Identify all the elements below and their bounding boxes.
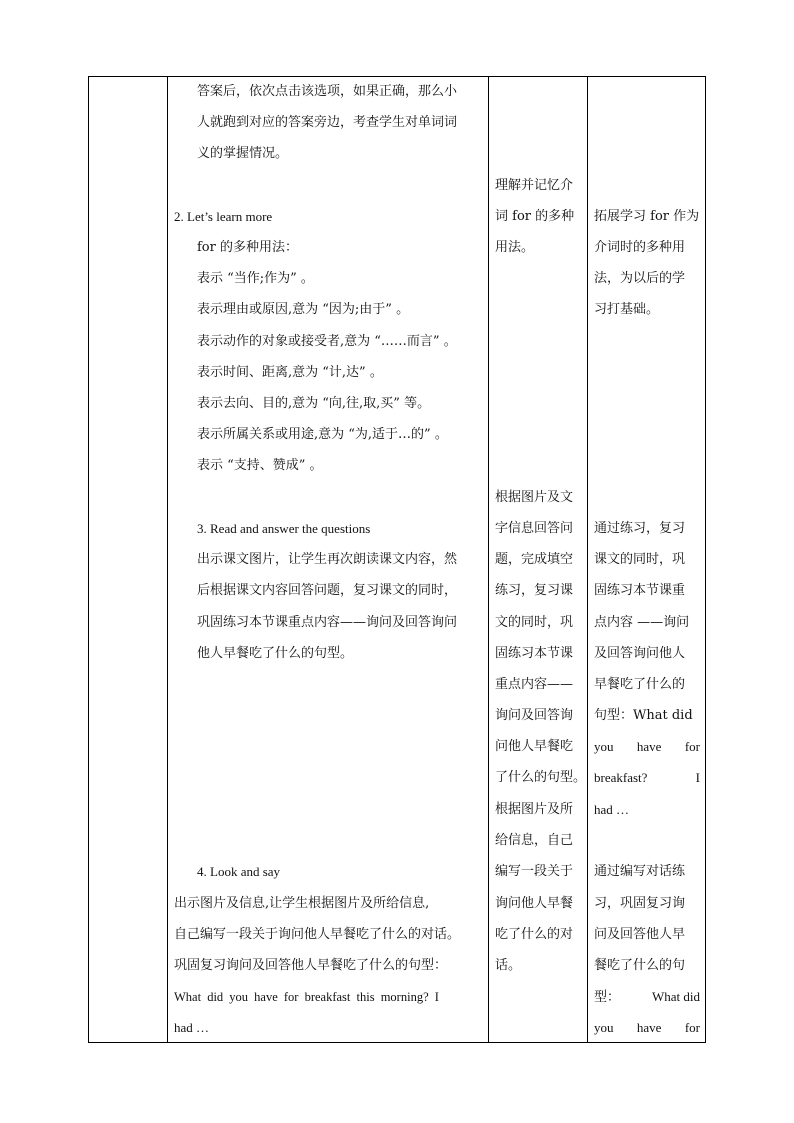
word: What did <box>651 989 700 1004</box>
column-divider <box>167 76 168 1043</box>
student-line: 根据图片及所 <box>495 802 574 817</box>
word: have <box>636 739 662 754</box>
purpose-line: 及回答询问他人 <box>594 646 686 661</box>
step2-line: 表示动作的对象或接受者,意为 “……而言” 。 <box>197 334 457 349</box>
purpose-line: had … <box>594 802 630 817</box>
step2-line: 表示去向、目的,意为 “向,往,取,买” 等。 <box>197 396 431 411</box>
word: you <box>594 1020 614 1035</box>
word: for <box>684 739 700 754</box>
intro-line: 答案后，依次点击该选项，如果正确，那么小 <box>197 84 458 99</box>
step2-heading: 2. Let’s learn more <box>174 209 273 224</box>
intro-line: 人就跑到对应的答案旁边，考查学生对单词词 <box>197 115 458 130</box>
purpose-line: 早餐吃了什么的 <box>594 677 686 692</box>
purpose-justified-line <box>594 738 700 756</box>
column-divider <box>587 76 588 1043</box>
step3-line: 他人早餐吃了什么的句型。 <box>197 646 354 661</box>
purpose-line: 法，为以后的学 <box>594 271 686 286</box>
intro-line: 义的掌握情况。 <box>197 146 289 161</box>
student-line: 吃了什么的对 <box>495 927 574 942</box>
step2-line: 表示理由或原因,意为 “因为;由于” 。 <box>197 302 410 317</box>
step4-heading: 4. Look and say <box>197 864 281 879</box>
word: for <box>684 1020 700 1035</box>
purpose-line: 习，巩固复习询 <box>594 896 686 911</box>
student-line: 理解并记忆介 <box>495 178 574 193</box>
purpose-justified-line <box>594 988 700 1006</box>
purpose-line: 介词时的多种用 <box>594 240 686 255</box>
purpose-line: 固练习本节课重 <box>594 583 686 598</box>
step2-line: 表示时间、距离,意为 “计,达” 。 <box>197 365 383 380</box>
purpose-line: 问及回答他人早 <box>594 927 686 942</box>
student-line: 询问及回答询 <box>495 708 574 723</box>
step3-line: 后根据课文内容回答问题，复习课文的同时， <box>197 583 458 598</box>
student-line: 根据图片及文 <box>495 490 574 505</box>
step4-line: had … <box>174 1020 210 1035</box>
purpose-line: 句型：What did <box>594 708 693 723</box>
word: you <box>594 739 614 754</box>
step3-line: 出示课文图片，让学生再次朗读课文内容，然 <box>197 552 458 567</box>
purpose-justified-line <box>594 769 700 787</box>
student-line: 词 for 的多种 <box>495 209 575 224</box>
student-line: 文的同时，巩 <box>495 615 574 630</box>
step4-line: What did you have for breakfast this morning? I <box>174 990 439 1004</box>
step3-heading: 3. Read and answer the questions <box>197 521 371 536</box>
step4-line: 巩固复习询问及回答他人早餐吃了什么的句型： <box>174 958 448 973</box>
purpose-line: 通过练习，复习 <box>594 521 686 536</box>
purpose-line: 点内容 ——询问 <box>594 615 690 630</box>
column-divider <box>488 76 489 1043</box>
student-line: 用法。 <box>495 240 535 255</box>
student-line: 固练习本节课 <box>495 646 574 661</box>
student-line: 问他人早餐吃 <box>495 739 574 754</box>
step2-line: 表示所属关系或用途,意为 “为,适于…的” 。 <box>197 427 448 442</box>
student-line: 编写一段关于 <box>495 864 574 879</box>
purpose-line: 餐吃了什么的句 <box>594 958 686 973</box>
student-line: 字信息回答问 <box>495 521 574 536</box>
student-line: 重点内容—— <box>495 677 574 692</box>
word: have <box>636 1020 662 1035</box>
step4-line: 自己编写一段关于询问他人早餐吃了什么的对话。 <box>174 927 461 942</box>
step2-line: 表示 “当作;作为” 。 <box>197 271 314 286</box>
purpose-line: 拓展学习 for 作为 <box>594 209 700 224</box>
student-line: 了什么的句型。 <box>495 770 587 785</box>
purpose-line: 习打基础。 <box>594 302 660 317</box>
student-line: 话。 <box>495 958 522 973</box>
student-line: 给信息，自己 <box>495 833 574 848</box>
purpose-line: 通过编写对话练 <box>594 864 686 879</box>
word: I <box>695 770 700 785</box>
step2-line: for 的多种用法： <box>197 240 298 255</box>
student-line: 练习，复习课 <box>495 583 574 598</box>
purpose-line: 课文的同时，巩 <box>594 552 686 567</box>
purpose-justified-line <box>594 1019 700 1037</box>
step3-line: 巩固练习本节课重点内容——询问及回答询问 <box>197 615 458 630</box>
word: 型： <box>594 989 621 1004</box>
student-line: 询问他人早餐 <box>495 896 574 911</box>
step4-line: 出示图片及信息,让学生根据图片及所给信息, <box>174 896 430 911</box>
step2-line: 表示 “支持、赞成” 。 <box>197 458 323 473</box>
word: breakfast? <box>594 770 648 785</box>
student-line: 题，完成填空 <box>495 552 574 567</box>
